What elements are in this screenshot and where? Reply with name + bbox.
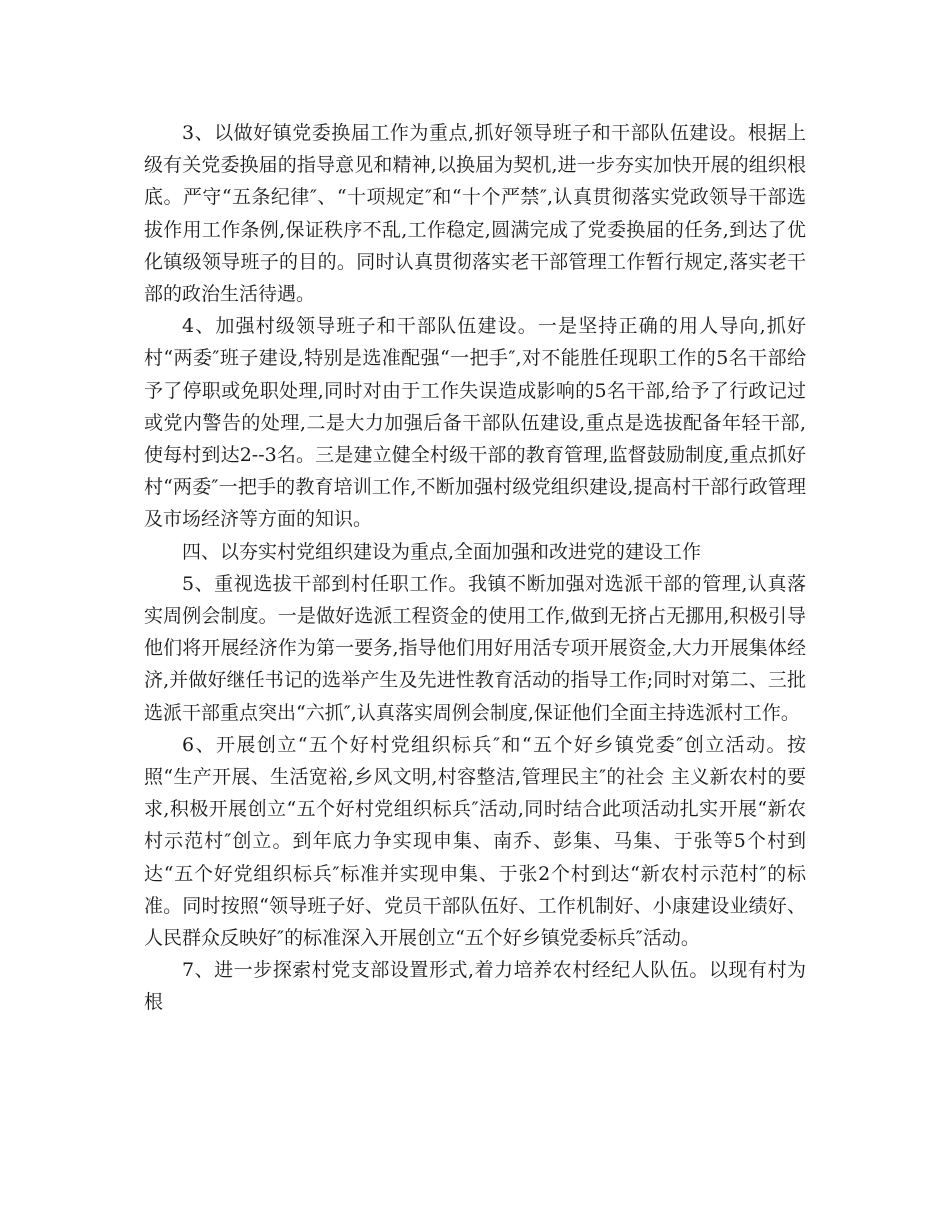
paragraph-6-five-good-activity: 6、开展创立“五个好村党组织标兵″和“五个好乡镇党委″创立活动。按照“生产开展、生活宽裕,乡风文明,村容整洁,管理民主″的社会 主义新农村的要求,积极开展创立“五个好村党组织标兵″活动,同时结合此项活动扎实开展“新农村示范村″创立。到年底力争实现申集、南乔、彭集、马集、于张等5个村到达“五个好党组织标兵″标准并实现申集、于张2个村到达“新农村示范村″的标准。同时按照“领导班子好、党员干部队伍好、工作机制好、小康建设业绩好、人民群众反映好″的标准深入开展创立“五个好乡镇党委标兵″活动。 (144, 733, 806, 950)
document-body (144, 117, 806, 1019)
paragraph-3-leadership-team: 3、以做好镇党委换届工作为重点,抓好领导班子和干部队伍建设。根据上级有关党委换届的指导意见和精神,以换届为契机,进一步夯实加快开展的组织根底。严守“五条纪律″、“十项规定″和“十个严禁″,认真贯彻落实党政领导干部选拔作用工作条例,保证秩序不乱,工作稳定,圆满完成了党委换届的任务,到达了优化镇级领导班子的目的。同时认真贯彻落实老干部管理工作暂行规定,落实老干部的政治生活待遇。 (144, 122, 806, 306)
paragraph-5-cadre-selection: 5、重视选拔干部到村任职工作。我镇不断加强对选派干部的管理,认真落实周例会制度。一是做好选派工程资金的使用工作,做到无挤占无挪用,积极引导他们将开展经济作为第一要务,指导他们用好用活专项开展资金,大力开展集体经济,并做好继任书记的选举产生及先进性教育活动的指导工作;同时对第二、三批选派干部重点突出“六抓″,认真落实周例会制度,保证他们全面主持选派村工作。 (144, 572, 806, 724)
paragraph-7-branch-setup: 7、进一步探索村党支部设置形式,着力培养农村经纪人队伍。以现有村为根 (144, 959, 806, 1014)
section-heading-four: 四、以夯实村党组织建设为重点,全面加强和改进党的建设工作 (182, 540, 702, 563)
paragraph-4-village-leadership: 4、加强村级领导班子和干部队伍建设。一是坚持正确的用人导向,抓好村“两委″班子建设,特别是选准配强“一把手″,对不能胜任现职工作的5名干部给予了停职或免职处理,同时对由于工作失误造成影响的5名干部,给予了行政记过或党内警告的处理,二是大力加强后备干部队伍建设,重点是选拔配备年轻干部,使每村到达2--3名。三是建立健全村级干部的教育管理,监督鼓励制度,重点抓好村“两委″一把手的教育培训工作,不断加强村级党组织建设,提高村干部行政管理及市场经济等方面的知识。 (144, 315, 806, 531)
